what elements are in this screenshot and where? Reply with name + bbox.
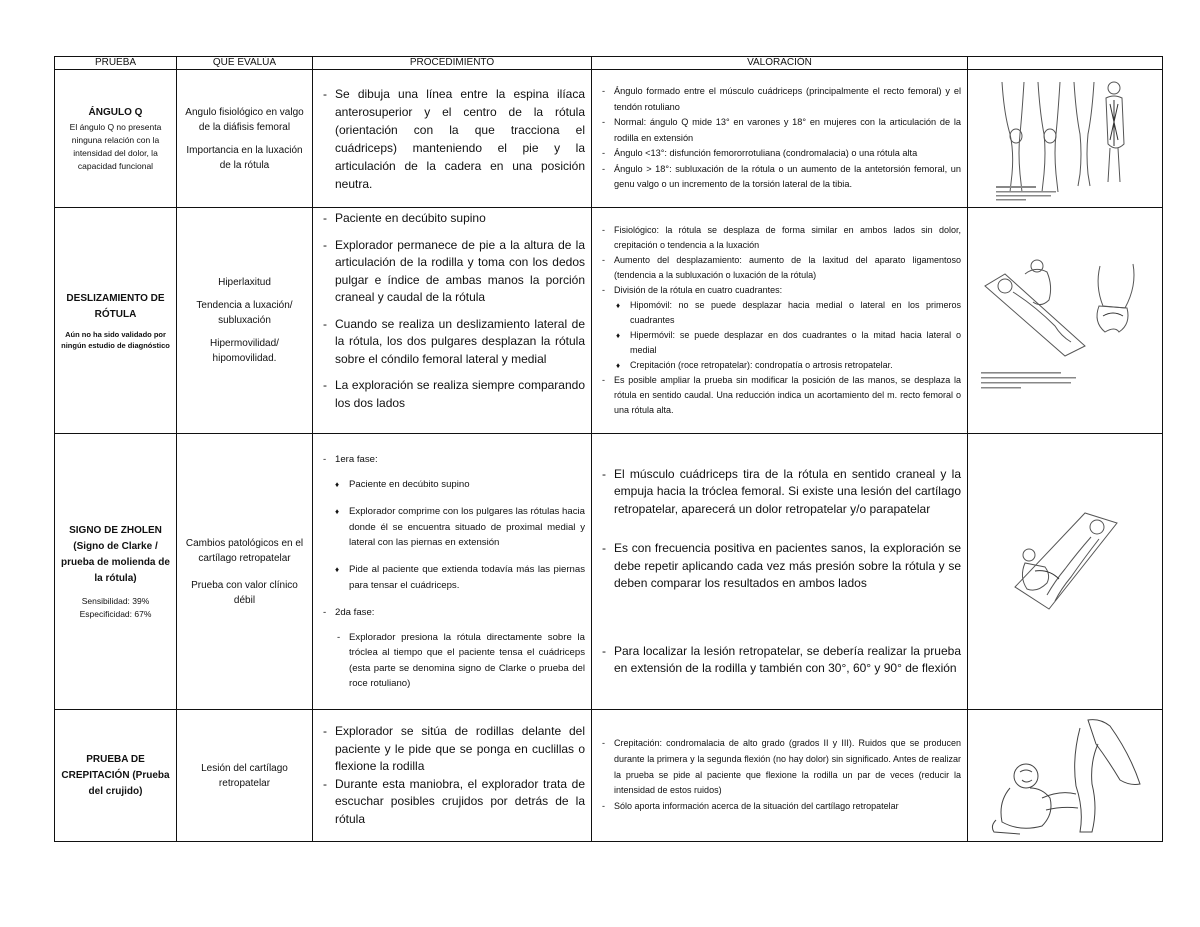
procedimiento-item: - Explorador se sitúa de rodillas delante del paciente y le pide que se ponga en cuclillas o flexione la rodilla [321, 723, 585, 776]
valoracion-cell [592, 710, 968, 842]
header-procedimiento: PROCEDIMIENTO [313, 57, 592, 70]
evalua-cell [177, 70, 313, 208]
figure-cell [968, 208, 1163, 434]
procedimiento-item: - La exploración se realiza siempre comparando los dos lados [321, 377, 585, 412]
knee-tests-table [54, 56, 1163, 842]
header-row [55, 57, 1163, 70]
prueba-cell [55, 208, 177, 434]
evalua-cell [177, 208, 313, 434]
valoracion-item: - Sólo aporta información acerca de la situación del cartílago retropatelar [600, 799, 961, 815]
prueba-title: SIGNO DE ZHOLEN (Signo de Clarke / prueba de molienda de la rótula) [61, 524, 170, 584]
prueba-title: DESLIZAMIENTO DE RÓTULA [66, 292, 165, 320]
procedimiento-item: - Cuando se realiza un deslizamiento lateral de la rótula, los dos pulgares desplazan la rótula sobre el cóndilo femoral lateral y medial [321, 316, 585, 369]
valoracion-item: - Ángulo formado entre el músculo cuádriceps (principalmente el recto femoral) y el tendón rotuliano [600, 84, 961, 115]
signo-zholen-figure [1005, 497, 1125, 647]
figure-cell [968, 434, 1163, 710]
header-prueba: PRUEBA [55, 57, 177, 70]
angulo-q-figure [990, 74, 1140, 204]
valoracion-cell [592, 70, 968, 208]
valoracion-item [600, 283, 961, 373]
valoracion-cell [592, 208, 968, 434]
crepitacion-figure [980, 714, 1150, 838]
procedimiento-item: - Explorador permanece de pie a la altura de la articulación de la rodilla y toma con los dedos pulgar e índice de ambas manos la porción craneal y caudal de la rótula [321, 237, 585, 307]
prueba-cell [55, 434, 177, 710]
valoracion-item: - Ángulo > 18°: subluxación de la rótula o un aumento de la antetorsión femoral, un genu valgo o un incremento de la torsión lateral de la tibia. [600, 162, 961, 193]
valoracion-item: - Es posible ampliar la prueba sin modificar la posición de las manos, se desplaza la rótula en sentido caudal. Una reducción indica un acortamiento del m. recto femoral o una rótula alta. [600, 373, 961, 418]
deslizamiento-figure [975, 246, 1155, 396]
fase-label: 1era fase: [335, 453, 378, 465]
valoracion-item: - Es con frecuencia positiva en pacientes sanos, la exploración se debe repetir aplicando cada vez más presión sobre la rótula y se deben comparar los resultados en ambos lados [600, 540, 961, 593]
procedimiento-item: - Durante esta maniobra, el explorador trata de escuchar posibles crujidos por detrás de la rótula [321, 776, 585, 829]
valoracion-item: - Ángulo <13°: disfunción femororrotuliana (condromalacia) o una rótula alta [600, 146, 961, 162]
valoracion-item: - Crepitación: condromalacia de alto grado (grados II y III). Ruidos que se producen durante la primera y la segunda flexión (no hay dolor) sin significado. Antes de realizar la prueba se pide al paciente que flexione la rodilla un par de veces (reducir la intensidad de estos ruidos) [600, 736, 961, 799]
evalua-text: Hiperlaxitud [218, 277, 271, 288]
valoracion-item: - Fisiológico: la rótula se desplaza de forma similar en ambos lados sin dolor, crepitación o tendencia a la luxación [600, 223, 961, 253]
prueba-especificidad: Especificidad: 67% [79, 608, 152, 619]
fase-label: 2da fase: [335, 606, 375, 618]
prueba-note: Aún no ha sido validado por ningún estudio de diagnóstico [61, 329, 170, 350]
prueba-cell [55, 710, 177, 842]
valoracion-subitem: ♦ Crepitación (roce retropatelar): condropatía o artrosis retropatelar. [616, 358, 961, 373]
procedimiento-cell [313, 208, 592, 434]
prueba-title: PRUEBA DE CREPITACIÓN (Prueba del crujido) [61, 753, 170, 797]
header-figura [968, 57, 1163, 70]
procedimiento-subitem: ♦ Pide al paciente que extienda todavía más las piernas para tensar el cuádriceps. [335, 562, 585, 593]
prueba-note: El ángulo Q no presenta ninguna relación con la intensidad del dolor, la capacidad funcional [69, 121, 162, 171]
evalua-text: Hipermovilidad/ hipomovilidad. [210, 338, 279, 364]
figure-cell [968, 70, 1163, 208]
valoracion-item: - Aumento del desplazamiento: aumento de la laxitud del aparato ligamentoso (tendencia a la subluxación o luxación de la rótula) [600, 253, 961, 283]
evalua-text: Lesión del cartílago retropatelar [201, 762, 288, 789]
valoracion-subitem: ♦ Hipomóvil: no se puede desplazar hacia medial o lateral en los primeros cuadrantes [616, 298, 961, 328]
document-page [54, 56, 1162, 842]
table-row-deslizamiento [55, 208, 1163, 434]
procedimiento-subitem: - Explorador presiona la rótula directamente sobre la tróclea al tiempo que el paciente tensa el cuádriceps (esta parte se denomina signo de Clarke o prueba del roce rotuliano) [335, 630, 585, 691]
valoracion-text: División de la rótula en cuatro cuadrantes: [614, 285, 783, 295]
figure-cell [968, 710, 1163, 842]
procedimiento-fase [321, 605, 585, 691]
evalua-text: Tendencia a luxación/ subluxación [196, 300, 293, 326]
evalua-cell [177, 434, 313, 710]
valoracion-item: - Para localizar la lesión retropatelar, se debería realizar la prueba en extensión de la rodilla y también con 30°, 60° y 90° de flexión [600, 643, 961, 678]
evalua-text: Cambios patológicos en el cartílago retropatelar [185, 537, 304, 564]
table-row-crepitacion [55, 710, 1163, 842]
evalua-cell [177, 710, 313, 842]
procedimiento-subitem: ♦ Paciente en decúbito supino [335, 477, 585, 492]
procedimiento-fase [321, 452, 585, 593]
table-row-angulo-q [55, 70, 1163, 208]
evalua-text: Prueba con valor clínico débil [191, 579, 298, 606]
procedimiento-subitem: ♦ Explorador comprime con los pulgares las rótulas hacia donde él se encuentra situado de proximal medial y lateral con las piernas en extensión [335, 504, 585, 550]
procedimiento-cell [313, 434, 592, 710]
header-valoracion: VALORACIÓN [592, 57, 968, 70]
prueba-title: ÁNGULO Q [88, 106, 143, 118]
prueba-cell [55, 70, 177, 208]
valoracion-cell [592, 434, 968, 710]
evalua-text: Angulo fisiológico en valgo de la diáfisis femoral [185, 106, 304, 133]
valoracion-item: - Normal: ángulo Q mide 13° en varones y 18° en mujeres con la articulación de la rodilla en extensión [600, 115, 961, 146]
header-que-evalua: QUE EVALÚA [177, 57, 313, 70]
procedimiento-item: - Se dibuja una línea entre la espina ilíaca anterosuperior y el centro de la rótula (orientación con la que tracciona el cuádriceps) manteniendo el pie y la articulación de la cadera en una posición neutra. [321, 85, 585, 193]
valoracion-item: - El músculo cuádriceps tira de la rótula en sentido craneal y la empuja hacia la tróclea femoral. Si existe una lesión del cartílago retropatelar, aparecerá un dolor retropatelar y/o parapatelar [600, 466, 961, 519]
procedimiento-cell [313, 710, 592, 842]
valoracion-subitem: ♦ Hipermóvil: se puede desplazar en dos cuadrantes o la mitad hacia lateral o medial [616, 328, 961, 358]
table-row-signo-zholen [55, 434, 1163, 710]
prueba-sensibilidad: Sensibilidad: 39% [81, 595, 150, 606]
procedimiento-item: - Paciente en decúbito supino [321, 210, 585, 228]
procedimiento-cell [313, 70, 592, 208]
evalua-text: Importancia en la luxación de la rótula [186, 144, 303, 171]
